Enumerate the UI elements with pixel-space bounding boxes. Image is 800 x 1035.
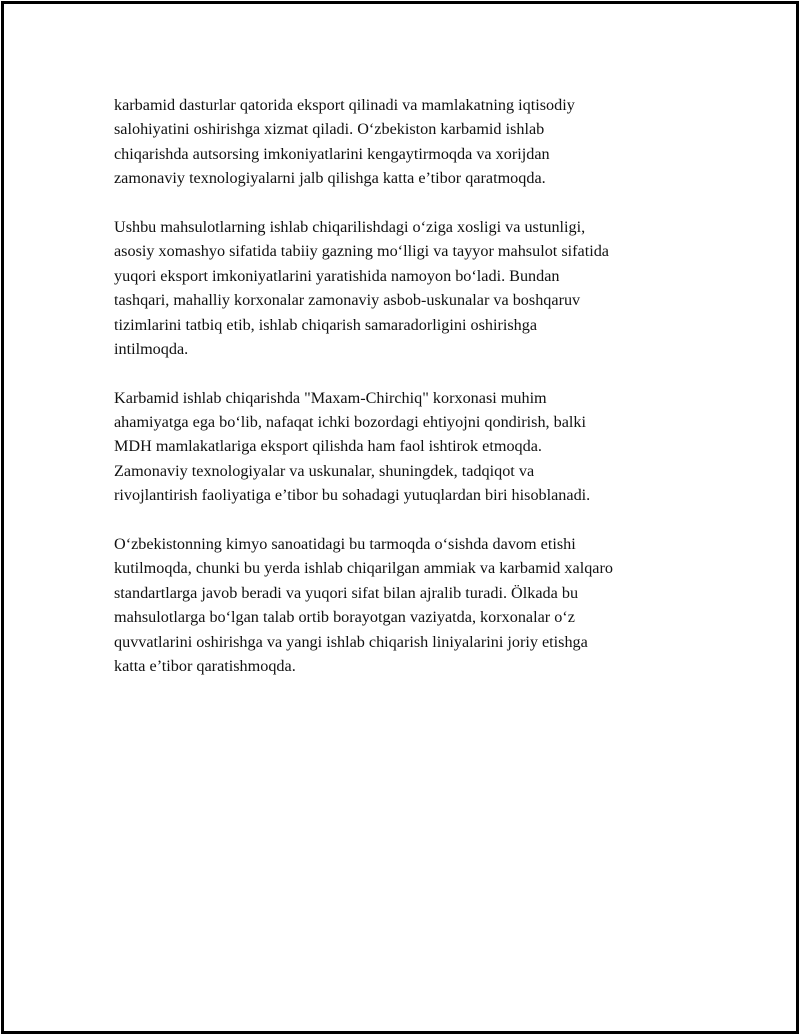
paragraph-line: karbamid dasturlar qatorida eksport qilinadi va mamlakatning iqtisodiy — [114, 96, 575, 114]
paragraph-4 — [114, 532, 699, 678]
paragraph-line: O‘zbekistonning kimyo sanoatidagi bu tarmoqda o‘sishda davom etishi — [114, 535, 576, 554]
paragraph-line: katta e’tibor qaratishmoqda. — [114, 656, 296, 675]
paragraph-line: tizimlarini tatbiq etib, ishlab chiqarish samaradorligini oshirishga — [114, 315, 538, 334]
paragraph-line: mahsulotlarga bo‘lgan talab ortib borayotgan vaziyatda, korxonalar o‘z — [114, 608, 575, 627]
paragraph-line: quvvatlarini oshirishga va yangi ishlab chiqarish liniyalarini joriy etishga — [114, 632, 588, 651]
paragraph-line: MDH mamlakatlariga eksport qilishda ham faol ishtirok etmoqda. — [114, 437, 542, 456]
paragraph-line: salohiyatini oshirishga xizmat qiladi. O‘zbekiston karbamid ishlab — [114, 120, 545, 139]
paragraph-line: ahamiyatga ega bo‘lib, nafaqat ichki bozordagi ehtiyojni qondirish, balki — [114, 413, 586, 432]
paragraph-line: zamonaviy texnologiyalarni jalb qilishga katta e’tibor qaratmoqda. — [114, 169, 546, 188]
paragraph-line: yuqori eksport imkoniyatlarini yaratishida namoyon bo‘ladi. Bundan — [114, 266, 560, 285]
paragraph-line: kutilmoqda, chunki bu yerda ishlab chiqarilgan ammiak va karbamid xalqaro — [114, 559, 613, 578]
paragraph-3 — [114, 386, 699, 508]
paragraph-line: Ushbu mahsulotlarning ishlab chiqarilishdagi o‘ziga xosligi va ustunligi, — [114, 217, 586, 236]
paragraph-1 — [114, 93, 699, 191]
paragraph-line: rivojlantirish faoliyatiga e’tibor bu sohadagi yutuqlardan biri hisoblanadi. — [114, 486, 591, 505]
paragraph-line: standartlarga javob beradi va yuqori sifat bilan ajralib turadi. Ölkada bu — [114, 583, 579, 602]
paragraph-line: asosiy xomashyo sifatida tabiiy gazning mo‘lligi va tayyor mahsulot sifatida — [114, 242, 609, 261]
paragraph-line: Karbamid ishlab chiqarishda "Maxam-Chirchiq" korxonasi muhim — [114, 388, 547, 407]
paragraph-2 — [114, 215, 699, 361]
paragraph-line: intilmoqda. — [114, 339, 189, 358]
paragraph-line: chiqarishda autsorsing imkoniyatlarini kengaytirmoqda va xorijdan — [114, 144, 550, 163]
document-body — [114, 93, 699, 703]
paragraph-line: Zamonaviy texnologiyalar va uskunalar, shuningdek, tadqiqot va — [114, 461, 535, 480]
paragraph-line: tashqari, mahalliy korxonalar zamonaviy asbob-uskunalar va boshqaruv — [114, 291, 581, 310]
